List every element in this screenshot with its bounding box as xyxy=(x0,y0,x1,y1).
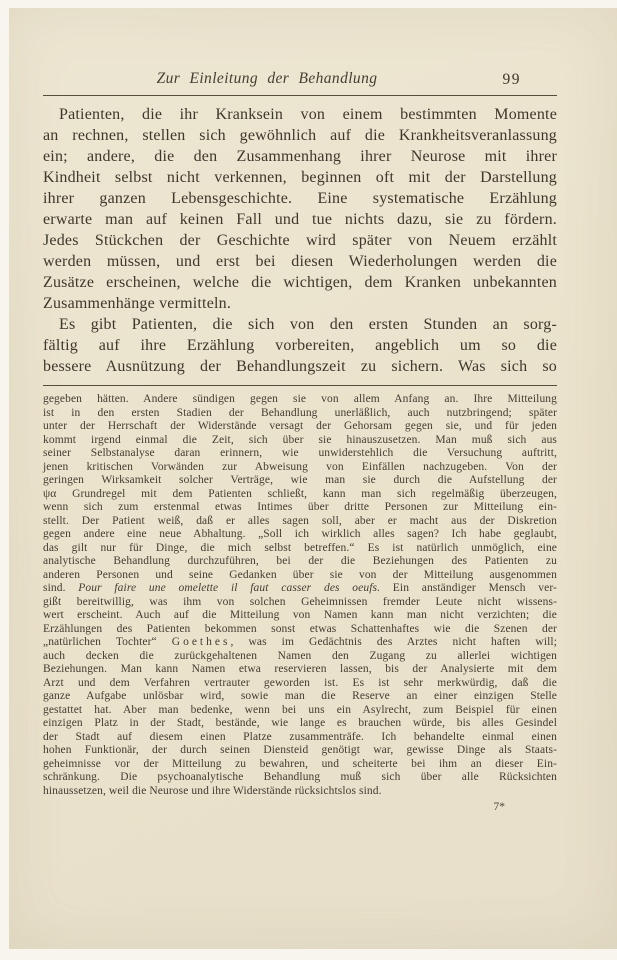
footnote-line: ist in den ersten Stadien der Behandlung unerläßlich, auch nutzbringend; später xyxy=(43,406,557,419)
footnote-line: Erzählungen des Patienten bekommen sonst etwas Schattenhaftes wie die Szenen der xyxy=(43,622,557,635)
footnote-separator-rule xyxy=(43,385,557,386)
body-line: Zusammenhänge vermitteln. xyxy=(43,295,232,312)
body-line: bessere Ausnützung der Behandlungszeit zu sichern. Was sich so xyxy=(43,358,557,375)
footnote-line: Arzt und dem Verfahren vertrauter geworden ist. Es ist sehr merkwürdig, daß die xyxy=(43,676,557,689)
page-number: 99 xyxy=(502,71,521,88)
body-line: ein; andere, die den Zusammenhang ihrer Neurose mit ihrer xyxy=(43,148,557,165)
footnote-line: analytische Behandlung durchzuführen, bei der die Beziehungen des Patienten zu xyxy=(43,555,557,567)
paragraph xyxy=(43,104,557,314)
header-rule xyxy=(43,95,557,96)
footnote-line: gegen andere eine neue Abhaltung. „Soll ich wirklich alles sagen? Ich habe geglaubt, xyxy=(43,528,557,540)
footnote-line: anderen Personen und seine Gedanken über sie von der Mitteilung ausgenommen xyxy=(43,568,557,581)
body-line: Es gibt Patienten, die sich von den ersten Stunden an sorg- xyxy=(59,316,557,333)
footnote-line: gestattet hat. Aber man bedenke, wenn bei uns ein Asylrecht, zum Beispiel für einen xyxy=(43,703,557,716)
body-line: Jedes Stückchen der Geschichte wird später von Neuem erzählt xyxy=(43,232,557,249)
footnote-line: geheimnisse vor der Mitteilung zu bewahren, und scheiterte bei ihm an dieser Ein- xyxy=(43,757,557,770)
footnote-line: auch decken die zurückgehaltenen Namen den Zugang zu allerlei wichtigen xyxy=(43,649,557,662)
body-line: Kindheit selbst nicht verkennen, beginnen oft mit der Darstellung xyxy=(43,169,557,186)
footnote-line: geringen Wirksamkeit solcher Verträge, wie man sie durch die Aufstellung der xyxy=(43,474,557,486)
signature-mark: 7* xyxy=(493,801,505,813)
footnote-line: „natürlichen Tochter“ Goethes, was im Gedächtnis des Arztes nicht haften will; xyxy=(43,636,557,648)
page-content xyxy=(43,69,557,813)
footnote-line: ψα Grundregel mit dem Patienten schließt, kann man sich regelmäßig überzeugen, xyxy=(43,487,557,500)
footnote-line: hohen Funktionär, der durch seinen Diensteid genötigt war, gewisse Dinge als Staats- xyxy=(43,744,557,756)
footnote-line: wert erscheint. Auch auf die Mitteilung von Namen kann man nicht verzichten; die xyxy=(43,609,557,621)
footnote-line: ganze Aufgabe unlösbar wird, sowie man die Reserve an einer einzigen Stelle xyxy=(43,690,557,702)
body-line: werden müssen, und erst bei diesen Wiederholungen werden die xyxy=(43,253,557,270)
body-line: Zusätze erscheinen, welche die wichtigen, dem Kranken unbekannten xyxy=(43,274,557,291)
footnote-line: Beziehungen. Man kann Namen etwa reservieren lassen, bis der Analysierte mit dem xyxy=(43,663,557,675)
body-line: Patienten, die ihr Kranksein von einem bestimmten Momente xyxy=(59,106,557,123)
footnote-line: wenn sich zum erstenmal etwas Intimes über dritte Personen zur Mitteilung ein- xyxy=(43,501,557,513)
book-page xyxy=(9,8,617,949)
footnote-line: einzigen Platz in der Stadt, bestände, wie lange es brauchen würde, bis alles Gesindel xyxy=(43,717,557,729)
footnote-line: gißt bereitwillig, was ihm von solchen Geheimnissen fremder Leute nicht wissens- xyxy=(43,595,557,608)
body-line: an rechnen, stellen sich gewöhnlich auf die Krankheitsveranlassung xyxy=(43,127,557,144)
footnote-line: gegeben hätten. Andere sündigen gegen sie von allem Anfang an. Ihre Mitteilung xyxy=(43,393,557,405)
footnote-line: hinaussetzen, weil die Neurose und ihre Widerstände rücksichtslos sind. xyxy=(43,784,382,797)
footnote-line: schränkung. Die psychoanalytische Behandlung muß sich über alle Rücksichten xyxy=(43,771,557,783)
footnote-line: der Stadt auf diesem einen Platze zusammenträfe. Ich behandelte einmal einen xyxy=(43,730,557,743)
body-line: ihrer ganzen Lebensgeschichte. Eine systematische Erzählung xyxy=(43,190,557,207)
footnote-line: kommt irgend einmal die Zeit, sich über sie hinauszusetzen. Man muß sich aus xyxy=(43,433,557,446)
footnote-line: das gilt nur für Dinge, die mich selbst betreffen.“ Es ist natürlich unmöglich, eine xyxy=(43,541,557,554)
body-text xyxy=(43,104,557,377)
body-line: erwarte man auf keinen Fall und tue nichts dazu, sie zu fördern. xyxy=(43,211,557,228)
footnote-line: sind. Pour faire une omelette il faut casser des oeufs. Ein anständiger Mensch ver- xyxy=(43,582,557,594)
running-header xyxy=(43,69,557,89)
footnote-line: stellt. Der Patient weiß, daß er alles sagen soll, aber er macht aus der Diskretion xyxy=(43,514,557,527)
footnote-text xyxy=(43,393,557,798)
footnote-line: jenen kritischen Vorwänden zur Abweisung von Einfällen nachzugeben. Von der xyxy=(43,460,557,473)
footnote-line: seiner Selbstanalyse daran erinnern, wie unwiderstehlich die Versuchung auftritt, xyxy=(43,447,557,459)
footnote-line: unter der Herrschaft der Widerstände versagt der Gehorsam gegen sie, und für jeden xyxy=(43,420,557,432)
running-title: Zur Einleitung der Behandlung xyxy=(156,70,378,87)
paragraph xyxy=(43,314,557,377)
body-line: fältig auf ihre Erzählung vorbereiten, angeblich um so die xyxy=(43,337,557,354)
